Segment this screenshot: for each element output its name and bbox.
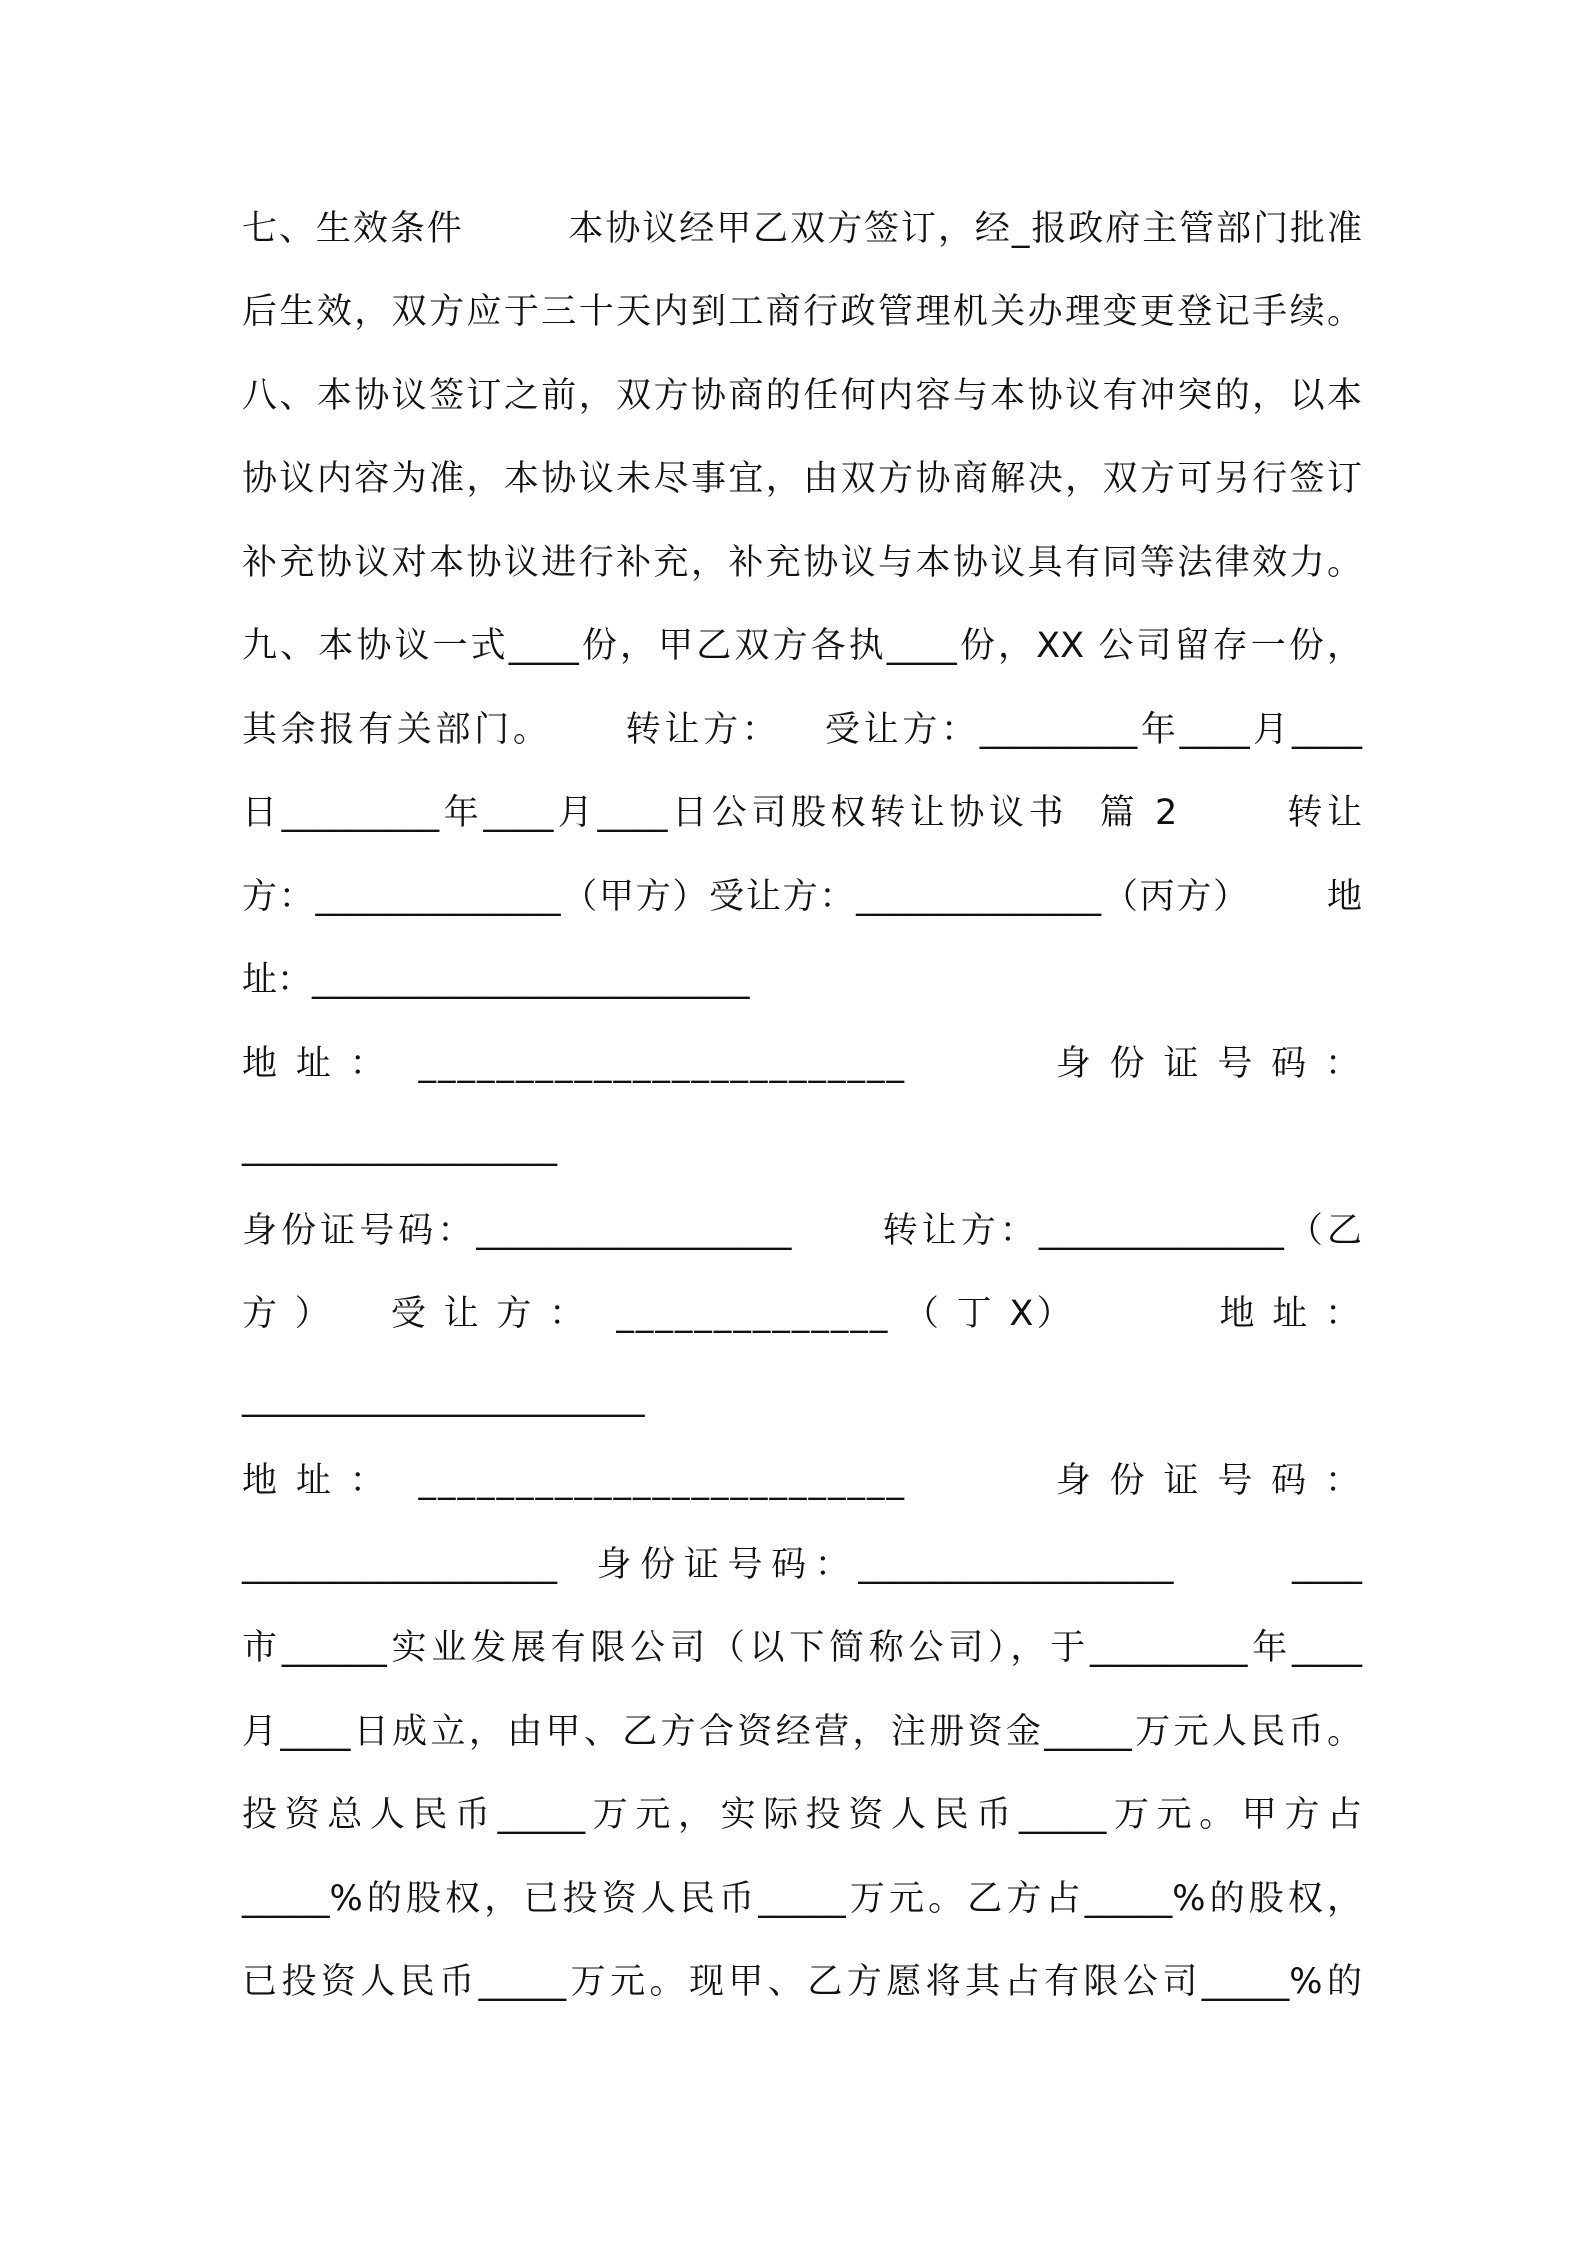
text-line-10: 址：_________________________ bbox=[242, 960, 750, 1000]
text-line-8: 日_________年____月____日公司股权转让协议书 篇 2 转让 bbox=[242, 793, 1362, 833]
text-line-16: 地 址 ： _________________________ 身 份 证 号 码 ： bbox=[242, 1461, 1362, 1501]
text-line-15: _______________________ bbox=[242, 1378, 645, 1418]
text-line-20: 投资总人民币_____万元，实际投资人民币_____万元。甲方占 bbox=[242, 1795, 1362, 1835]
text-line-18: 市______实业发展有限公司（以下简称公司），于_________年____ bbox=[242, 1628, 1362, 1668]
text-line-6: 九、本协议一式____份，甲乙双方各执____份，XX 公司留存一份， bbox=[242, 626, 1362, 666]
text-line-5: 补充协议对本协议进行补充，补充协议与本协议具有同等法律效力。 bbox=[242, 543, 1362, 583]
text-line-2: 后生效，双方应于三十天内到工商行政管理机关办理变更登记手续。 bbox=[242, 292, 1362, 332]
text-line-12: __________________ bbox=[242, 1127, 557, 1167]
text-line-19: 月____日成立，由甲、乙方合资经营，注册资金_____万元人民币。 bbox=[242, 1712, 1362, 1752]
text-line-14: 方 ） 受 让 方 ： ______________ （ 丁 X） 地 址 ： bbox=[242, 1294, 1362, 1334]
text-line-9: 方：______________（甲方）受让方：______________（丙方） 地 bbox=[242, 877, 1362, 917]
text-line-7: 其余报有关部门。 转让方： 受让方：_________年____月____ bbox=[242, 710, 1362, 750]
text-line-22: 已投资人民币_____万元。现甲、乙方愿将其占有限公司_____%的 bbox=[242, 1962, 1362, 2002]
text-line-1: 七、生效条件 本协议经甲乙双方签订，经_报政府主管部门批准 bbox=[242, 209, 1362, 249]
text-line-4: 协议内容为准，本协议未尽事宜，由双方协商解决，双方可另行签订 bbox=[242, 459, 1362, 499]
text-line-13: 身份证号码：__________________ 转让方：______________（乙 bbox=[242, 1211, 1362, 1251]
text-line-3: 八、本协议签订之前，双方协商的任何内容与本协议有冲突的，以本 bbox=[242, 376, 1362, 416]
text-line-11: 地 址 ： _________________________ 身 份 证 号 码 ： bbox=[242, 1044, 1362, 1084]
text-line-17: __________________ 身份证号码：__________________ ____ bbox=[242, 1545, 1362, 1585]
text-line-21: _____%的股权，已投资人民币_____万元。乙方占_____%的股权， bbox=[242, 1879, 1362, 1919]
